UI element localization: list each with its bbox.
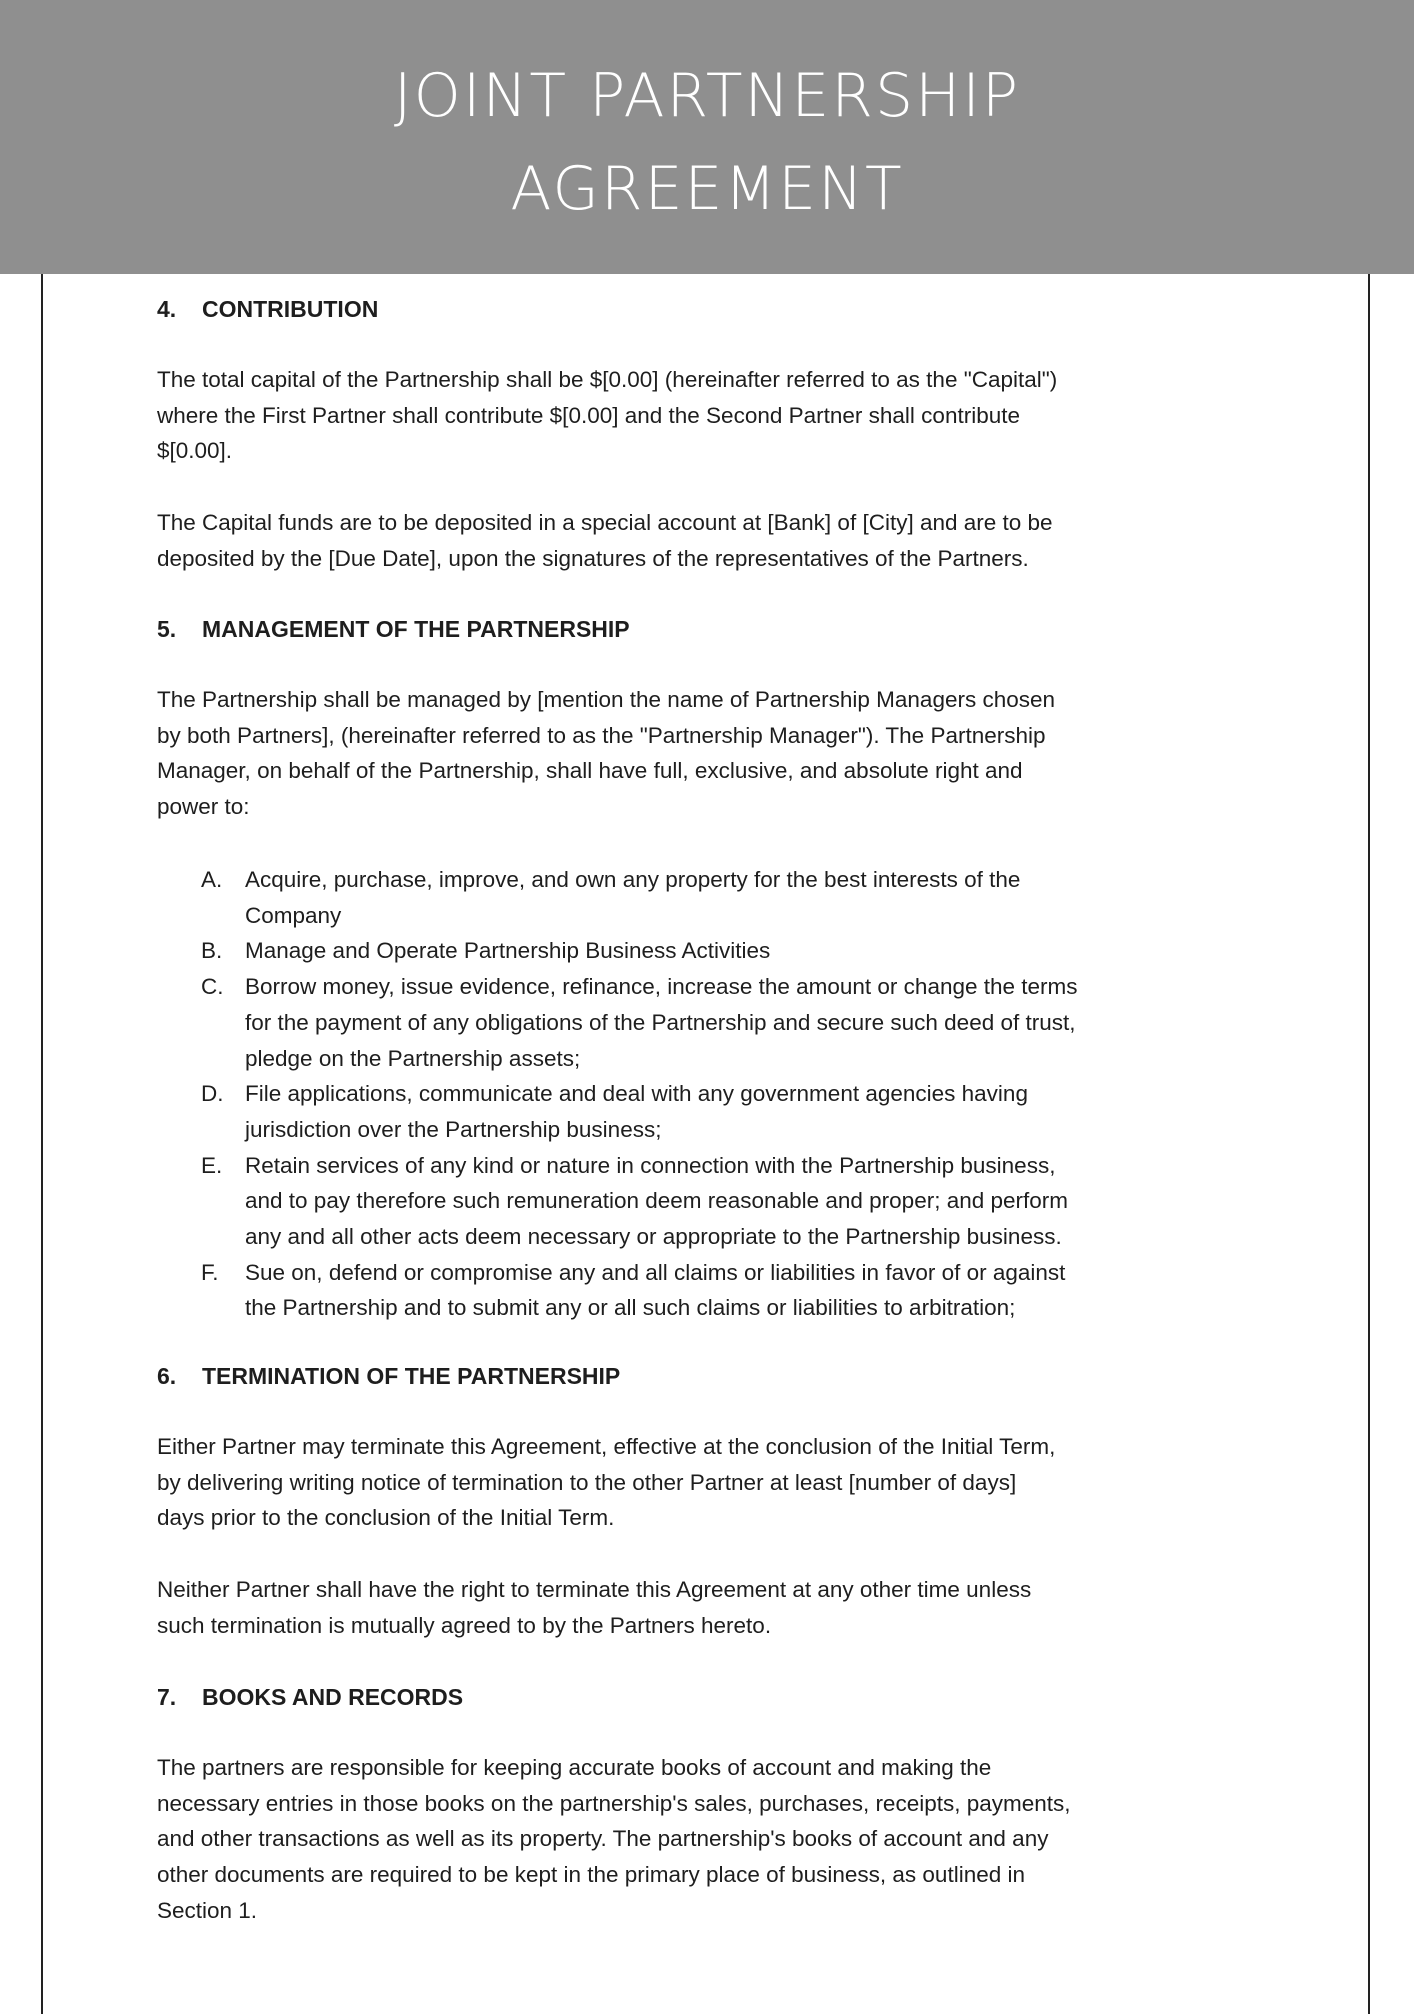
text-line: power to: bbox=[157, 794, 250, 820]
text-line: Section 1. bbox=[157, 1897, 258, 1923]
powers-list bbox=[157, 862, 1078, 1326]
text-line: Company bbox=[245, 902, 342, 928]
section-heading-contribution bbox=[157, 291, 378, 327]
list-item-letter: F. bbox=[201, 1259, 219, 1285]
text-line: Borrow money, issue evidence, refinance, increase the amount or change the terms bbox=[245, 974, 1078, 1000]
text-line: Manage and Operate Partnership Business Activities bbox=[245, 938, 771, 964]
text-line: where the First Partner shall contribute $[0.00] and the Second Partner shall contribute bbox=[157, 402, 1020, 428]
list-item bbox=[157, 1255, 1078, 1326]
section-title: BOOKS AND RECORDS bbox=[202, 1684, 464, 1710]
text-line: and other transactions as well as its property. The partnership's books of account and any bbox=[157, 1826, 1049, 1852]
paragraph bbox=[157, 362, 1057, 469]
list-item-letter: B. bbox=[201, 938, 223, 964]
list-item-text bbox=[245, 969, 1078, 1076]
text-line: Sue on, defend or compromise any and all claims or liabilities in favor of or against bbox=[245, 1259, 1066, 1285]
title-line: JOINT PARTNERSHIP bbox=[393, 61, 1021, 131]
text-line: other documents are required to be kept in the primary place of business, as outlined in bbox=[157, 1862, 1025, 1888]
text-line: Neither Partner shall have the right to terminate this Agreement at any other time unless bbox=[157, 1577, 1032, 1602]
text-line: necessary entries in those books on the partnership's sales, purchases, receipts, payments, bbox=[157, 1790, 1071, 1816]
section-title: CONTRIBUTION bbox=[202, 296, 379, 322]
text-line: The Partnership shall be managed by [mention the name of Partnership Managers chosen bbox=[157, 687, 1056, 712]
section-heading-termination bbox=[157, 1358, 620, 1394]
list-item-text bbox=[245, 862, 1078, 933]
paragraph bbox=[157, 505, 1053, 576]
text-line: any and all other acts deem necessary or appropriate to the Partnership business. bbox=[245, 1224, 1062, 1250]
text-line: days prior to the conclusion of the Initial Term. bbox=[157, 1505, 615, 1531]
text-line: such termination is mutually agreed to by the Partners hereto. bbox=[157, 1612, 772, 1638]
text-line: The total capital of the Partnership shall be $[0.00] (hereinafter referred to as the "Capital") bbox=[157, 367, 1058, 392]
list-item bbox=[157, 933, 1078, 969]
text-line: Manager, on behalf of the Partnership, shall have full, exclusive, and absolute right and bbox=[157, 758, 1023, 784]
text-line: pledge on the Partnership assets; bbox=[245, 1045, 581, 1071]
section-heading-management bbox=[157, 611, 630, 647]
text-line: The Capital funds are to be deposited in a special account at [Bank] of [City] and are to be bbox=[157, 510, 1053, 535]
list-item-text bbox=[245, 1076, 1078, 1147]
list-item-letter: D. bbox=[201, 1081, 224, 1107]
list-item-text bbox=[245, 933, 1078, 969]
paragraph bbox=[157, 1572, 1031, 1643]
text-line: and to pay therefore such remuneration deem reasonable and proper; and perform bbox=[245, 1188, 1069, 1214]
list-item-letter: C. bbox=[201, 974, 224, 1000]
paragraph bbox=[157, 1750, 1071, 1929]
section-number: 5. bbox=[157, 616, 177, 642]
list-item bbox=[157, 1076, 1078, 1147]
text-line: $[0.00]. bbox=[157, 438, 233, 464]
list-item bbox=[157, 969, 1078, 1076]
list-item-letter: A. bbox=[201, 867, 223, 892]
section-number: 6. bbox=[157, 1363, 177, 1389]
list-item-text bbox=[245, 1255, 1078, 1326]
paragraph bbox=[157, 682, 1055, 825]
text-line: File applications, communicate and deal with any government agencies having bbox=[245, 1081, 1028, 1107]
title-line: AGREEMENT bbox=[510, 154, 904, 224]
section-title: TERMINATION OF THE PARTNERSHIP bbox=[202, 1363, 621, 1389]
text-line: deposited by the [Due Date], upon the signatures of the representatives of the Partners. bbox=[157, 545, 1029, 571]
paragraph bbox=[157, 1429, 1055, 1536]
title-banner bbox=[0, 0, 1414, 274]
text-line: for the payment of any obligations of the Partnership and secure such deed of trust, bbox=[245, 1009, 1076, 1035]
text-line: Retain services of any kind or nature in connection with the Partnership business, bbox=[245, 1152, 1056, 1178]
text-line: by both Partners], (hereinafter referred to as the "Partnership Manager"). The Partnership bbox=[157, 722, 1046, 748]
text-line: by delivering writing notice of termination to the other Partner at least [number of days] bbox=[157, 1469, 1017, 1495]
text-line: the Partnership and to submit any or all such claims or liabilities to arbitration; bbox=[245, 1295, 1016, 1321]
section-title: MANAGEMENT OF THE PARTNERSHIP bbox=[202, 616, 630, 642]
section-number: 4. bbox=[157, 296, 177, 322]
section-heading-books-records bbox=[157, 1679, 463, 1715]
list-item-letter: E. bbox=[201, 1152, 223, 1178]
list-item bbox=[157, 1148, 1078, 1255]
text-line: Either Partner may terminate this Agreement, effective at the conclusion of the Initial Term, bbox=[157, 1434, 1056, 1459]
text-line: The partners are responsible for keeping accurate books of account and making the bbox=[157, 1755, 992, 1780]
section-number: 7. bbox=[157, 1684, 177, 1710]
text-line: jurisdiction over the Partnership business; bbox=[245, 1116, 662, 1142]
list-item-text bbox=[245, 1148, 1078, 1255]
text-line: Acquire, purchase, improve, and own any property for the best interests of the bbox=[245, 867, 1021, 892]
list-item bbox=[157, 862, 1078, 933]
